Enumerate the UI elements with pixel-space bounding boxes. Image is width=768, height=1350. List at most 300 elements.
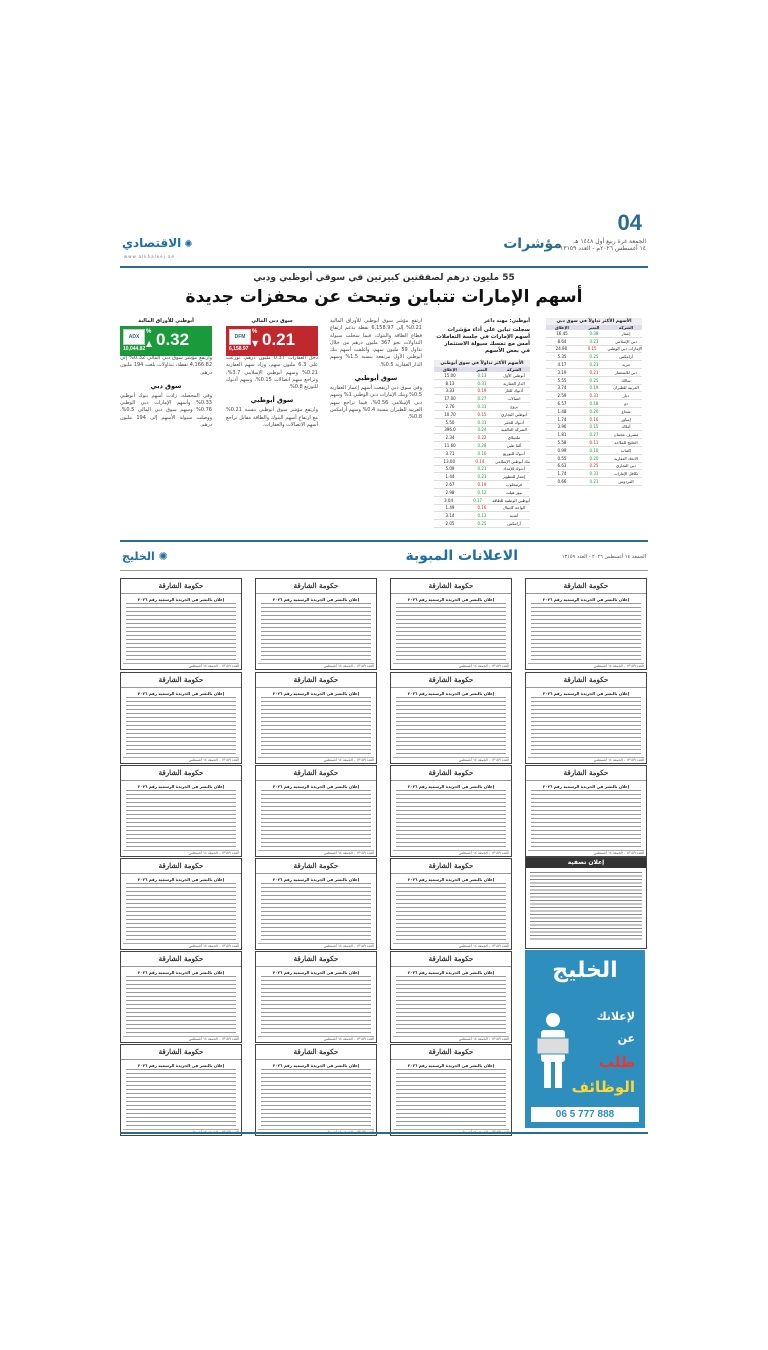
table-row: [546, 455, 642, 463]
column-text: وارتفع مؤشر سوق دبي المالي 0.32% إلى 4,166.82 نقطة، بتداولات بلغت 194 مليون درهم.: [120, 355, 213, 376]
company-cell: شعاع: [621, 408, 631, 414]
promo-line-2: عن: [617, 1032, 635, 1045]
company-cell: أدنوك للحفر: [504, 419, 524, 425]
company-cell: أبوظبي التجاري: [501, 411, 527, 417]
classified-ad: [390, 951, 512, 1043]
price-cell: 2.34: [445, 435, 455, 441]
table-row: [434, 419, 530, 427]
ad-government-header: حكومة الشارقة: [391, 673, 511, 688]
company-cell: أدنوك للتوزيع: [503, 450, 525, 456]
column-header: التغير: [588, 325, 600, 330]
logo-text: الاقتصادي: [122, 236, 182, 250]
ad-title: إعلان بالنشر في الجريدة الرسمية رقم ٢٠٢٦: [137, 970, 225, 975]
ad-footer: العدد ١٣١٥٩ - الجمعة ١٤ أغسطس: [123, 1036, 239, 1041]
ad-title: إعلان بالنشر في الجريدة الرسمية رقم ٢٠٢٦: [272, 691, 360, 696]
company-cell: فرتيجلوب: [505, 482, 523, 488]
ad-government-header: حكومة الشارقة: [391, 766, 511, 781]
classified-ad: [120, 858, 242, 950]
table-row: [546, 346, 642, 354]
article-author-box: [434, 318, 530, 359]
table-row: [546, 361, 642, 369]
change-cell: 0.19: [477, 388, 487, 394]
company-cell: إمباور: [621, 416, 631, 422]
logo-url: www.alkhaleej.ae: [124, 254, 175, 259]
company-cell: إعمار للتطوير: [502, 474, 526, 480]
ad-government-header: حكومة الشارقة: [121, 766, 241, 781]
ad-title: إعلان بالنشر في الجريدة الرسمية رقم ٢٠٢٦: [542, 691, 630, 696]
classified-ad: [255, 1044, 377, 1136]
change-cell: 0.19: [589, 385, 599, 391]
change-cell: 0.27: [589, 432, 599, 438]
price-cell: 3.71: [445, 450, 455, 456]
table-title: الأسهم الأكثر تداولاً في سوق أبوظبي: [434, 360, 530, 367]
index-change: 0.21: [262, 330, 296, 349]
ad-footer: العدد ١٣١٥٩ - الجمعة ١٤ أغسطس: [123, 943, 239, 948]
column-header: الشركة: [506, 367, 522, 372]
banner-divider: [120, 570, 648, 571]
company-cell: أملاك: [621, 424, 631, 430]
date-line: [560, 238, 646, 252]
date-line-2: ١٤ أغسطس ٢٠٢٦م - العدد ١٣١٥٩: [560, 245, 646, 252]
ad-government-header: حكومة الشارقة: [391, 1045, 511, 1060]
price-cell: 4.17: [557, 362, 567, 368]
change-cell: 0.27: [477, 396, 487, 402]
price-cell: 2.67: [445, 482, 455, 488]
percent-symbol: %: [146, 329, 152, 335]
table-row: [546, 463, 642, 471]
change-cell: 0.38: [589, 330, 599, 336]
company-cell: العربية للطيران: [613, 385, 639, 391]
price-cell: 5.50: [445, 419, 455, 425]
price-cell: 3.04: [444, 497, 453, 503]
index-label: أبوظبي للأوراق المالية: [138, 318, 194, 324]
ad-footer: العدد ١٣١٥٩ - الجمعة ١٤ أغسطس: [258, 757, 374, 762]
ad-government-header: حكومة الشارقة: [391, 859, 511, 874]
ad-text-block: [396, 883, 506, 941]
table-row: [546, 392, 642, 400]
table-row: [434, 497, 530, 505]
ad-title: إعلان بالنشر في الجريدة الرسمية رقم ٢٠٢٦: [137, 877, 225, 882]
table-row: [546, 408, 642, 416]
company-cell: أدنوك للغاز: [504, 388, 524, 394]
ad-text-block: [396, 1069, 506, 1127]
ad-government-header: حكومة الشارقة: [256, 579, 376, 594]
table-row: [434, 380, 530, 388]
table-row: [434, 442, 530, 450]
promo-line-3: طلب: [598, 1053, 635, 1071]
ad-title: إعلان بالنشر في الجريدة الرسمية رقم ٢٠٢٦: [272, 877, 360, 882]
table-row: [434, 411, 530, 419]
column-header: الإغلاق: [555, 325, 569, 330]
ad-government-header: حكومة الشارقة: [256, 673, 376, 688]
price-cell: 8.13: [445, 380, 455, 386]
table-row: [546, 353, 642, 361]
change-cell: 0.31: [589, 471, 599, 477]
star-icon: ✺: [184, 239, 193, 250]
ad-footer: العدد ١٣١٥٩ - الجمعة ١٤ أغسطس: [393, 1036, 509, 1041]
classified-ad: [255, 765, 377, 857]
ad-text-block: [261, 603, 371, 661]
table-row: [434, 489, 530, 497]
classified-ad: [255, 672, 377, 764]
footer-divider: [120, 1132, 648, 1134]
company-cell: تبريد: [622, 362, 630, 368]
table-row: [546, 447, 642, 455]
change-cell: 0.25: [589, 463, 599, 469]
table-row: [434, 450, 530, 458]
ad-footer: العدد ١٣١٥٩ - الجمعة ١٤ أغسطس: [393, 850, 509, 855]
company-cell: الواحة كابيتال: [502, 505, 526, 511]
change-cell: 0.15: [477, 411, 487, 417]
price-cell: 3.14: [445, 513, 455, 519]
table-row: [546, 330, 642, 338]
classified-ad: [120, 1044, 242, 1136]
company-cell: مصرف عجمان: [613, 432, 639, 438]
price-cell: 24.90: [555, 346, 568, 352]
classified-ad: [390, 1044, 512, 1136]
price-cell: 1.81: [557, 432, 567, 438]
ad-title: إعلان بالنشر في الجريدة الرسمية رقم ٢٠٢٦: [272, 597, 360, 602]
price-cell: 3.33: [445, 388, 455, 394]
change-cell: 0.21: [589, 369, 599, 375]
company-cell: دو: [624, 401, 628, 407]
company-cell: أدنوك للإمداد: [503, 466, 525, 472]
column-subheading: سوق دبي: [150, 381, 182, 390]
price-cell: 5.58: [557, 440, 567, 446]
change-cell: 0.22: [477, 435, 487, 441]
change-cell: 0.14: [475, 458, 485, 464]
ad-government-header: حكومة الشارقة: [121, 1045, 241, 1060]
classified-ad: [525, 578, 647, 670]
ad-government-header: حكومة الشارقة: [256, 859, 376, 874]
table-row: [434, 434, 530, 442]
notice-title: إعلان تصفية: [526, 858, 646, 868]
promo-brand: الخليج: [552, 958, 618, 983]
classifieds-title: الاعلانات المبوبة: [405, 548, 518, 564]
section-divider: [120, 540, 648, 542]
ad-text-block: [126, 1069, 236, 1127]
price-cell: 1.49: [445, 505, 455, 511]
classified-ad: [390, 858, 512, 950]
ad-footer: العدد ١٣١٥٩ - الجمعة ١٤ أغسطس: [123, 757, 239, 762]
column-header: التغير: [476, 367, 488, 372]
change-cell: 0.19: [477, 482, 487, 488]
ad-government-header: حكومة الشارقة: [391, 579, 511, 594]
ad-text-block: [126, 883, 236, 941]
column-header: الشركة: [618, 325, 634, 330]
ad-government-header: حكومة الشارقة: [121, 952, 241, 967]
change-cell: 0.23: [589, 338, 599, 344]
change-cell: 0.18: [589, 401, 599, 407]
company-cell: دبي التجاري: [616, 463, 636, 469]
column-text: وفي سوق دبي ارتفعت أسهم إعمار العقارية 0.5% وبنك الإمارات دبي الوطني 1% وسهم دبي الإسلامي 0.56%، فيما تراجع سهم العربية للطيران بنسبة 0.4% وسهم أرامكس 0.8%.: [330, 385, 422, 421]
ad-footer: العدد ١٣١٥٩ - الجمعة ١٤ أغسطس: [258, 943, 374, 948]
jobs-promo-ad: [525, 950, 645, 1128]
company-cell: دبي للاستثمار: [614, 369, 638, 375]
ad-government-header: حكومة الشارقة: [526, 766, 646, 781]
table-row: [434, 520, 530, 528]
arrow-up-icon: ▲: [146, 339, 153, 348]
table-row: [546, 439, 642, 447]
company-cell: الدار العقارية: [503, 380, 525, 386]
classifieds-logo: [122, 550, 168, 563]
change-cell: 0.25: [477, 521, 487, 527]
price-cell: 396.0: [444, 427, 456, 433]
table-row: [546, 338, 642, 346]
newspaper-page: [120, 210, 648, 1145]
index-value: 6,158.97: [229, 346, 249, 352]
change-cell: 0.16: [477, 505, 487, 511]
price-cell: 1.74: [557, 471, 567, 477]
ad-title: إعلان بالنشر في الجريدة الرسمية رقم ٢٠٢٦: [407, 691, 495, 696]
column-header: الإغلاق: [443, 367, 457, 372]
company-cell: الفردوس: [618, 479, 634, 485]
table-row: [546, 424, 642, 432]
ad-text-block: [126, 790, 236, 848]
price-cell: 0.66: [557, 479, 567, 485]
author-name: أبوظبي: مهند داغر: [483, 318, 530, 324]
company-cell: سالك: [621, 377, 631, 383]
ad-title: إعلان بالنشر في الجريدة الرسمية رقم ٢٠٢٦: [272, 1063, 360, 1068]
article-column-1: [330, 318, 422, 422]
star-icon: ✺: [158, 550, 168, 563]
ad-text-block: [531, 697, 641, 755]
price-cell: 17.00: [444, 396, 456, 402]
ad-government-header: حكومة الشارقة: [121, 859, 241, 874]
change-cell: 0.20: [589, 408, 599, 414]
ad-title: إعلان بالنشر في الجريدة الرسمية رقم ٢٠٢٦: [407, 597, 495, 602]
ad-government-header: حكومة الشارقة: [526, 673, 646, 688]
price-cell: 8.64: [557, 338, 567, 344]
classified-ad: [120, 951, 242, 1043]
company-cell: أرامكس: [507, 521, 521, 527]
company-cell: اتصالات: [507, 396, 521, 402]
percent-symbol: %: [252, 329, 258, 335]
table-row: [546, 416, 642, 424]
company-cell: الاتحاد العقارية: [613, 455, 639, 461]
reader-figure-icon: [535, 1010, 571, 1090]
change-cell: 0.16: [477, 450, 487, 456]
table-row: [434, 403, 530, 411]
table-row: [434, 458, 530, 466]
ad-footer: العدد ١٣١٥٩ - الجمعة ١٤ أغسطس: [393, 757, 509, 762]
ad-title: إعلان بالنشر في الجريدة الرسمية رقم ٢٠٢٦: [407, 1063, 495, 1068]
ad-footer: العدد ١٣١٥٩ - الجمعة ١٤ أغسطس: [528, 757, 644, 762]
date-line-1: الجمعة غرة ربيع أول ١٤٤٨ هـ: [573, 238, 646, 245]
section-title: مؤشرات: [503, 236, 562, 252]
classified-ad: [120, 765, 242, 857]
table-row: [434, 505, 530, 513]
ad-footer: العدد ١٣١٥٩ - الجمعة ١٤ أغسطس: [258, 663, 374, 668]
classifieds-banner: [120, 548, 648, 568]
notice-text-block: [530, 872, 642, 940]
column-text: دخل العقارات 0.37 مليون درهم، توزعت على 6.3 مليون سهم، وزاد سهم العقارية 0.21% وسهم أبوظبي الإسلامي 3.7%، وتراجع سهم اتصالات 0.15%، وسهم أدنوك للتوزيع 0.8%.: [226, 355, 319, 391]
ad-government-header: حكومة الشارقة: [391, 952, 511, 967]
classifieds-date: الجمعة ١٤ أغسطس ٢٠٢٦ - العدد ١٣١٥٩: [561, 554, 646, 560]
table-header: [546, 325, 642, 330]
ad-title: إعلان بالنشر في الجريدة الرسمية رقم ٢٠٢٦: [137, 1063, 225, 1068]
index-panel: [226, 326, 318, 356]
table-row: [434, 466, 530, 474]
promo-line-1: لإعلانك: [596, 1010, 635, 1023]
ad-text-block: [396, 603, 506, 661]
header-divider: [120, 266, 648, 268]
ad-text-block: [261, 697, 371, 755]
ad-title: إعلان بالنشر في الجريدة الرسمية رقم ٢٠٢٦: [272, 784, 360, 789]
company-cell: أبوظبي الأول: [503, 372, 525, 378]
change-cell: 0.13: [477, 513, 487, 519]
price-cell: 16.45: [556, 330, 568, 336]
ad-title: إعلان بالنشر في الجريدة الرسمية رقم ٢٠٢٦: [407, 784, 495, 789]
ad-footer: العدد ١٣١٥٩ - الجمعة ١٤ أغسطس: [123, 850, 239, 855]
ad-footer: العدد ١٣١٥٩ - الجمعة ١٤ أغسطس: [258, 1036, 374, 1041]
table-row: [546, 369, 642, 377]
ad-footer: العدد ١٣١٥٩ - الجمعة ١٤ أغسطس: [258, 850, 374, 855]
ad-text-block: [126, 976, 236, 1034]
column-subheading: سوق أبوظبي: [250, 396, 294, 405]
ad-title: إعلان بالنشر في الجريدة الرسمية رقم ٢٠٢٦: [542, 784, 630, 789]
ad-text-block: [396, 697, 506, 755]
index-label: سوق دبي المالي: [251, 318, 293, 324]
company-cell: الشركة العالمية: [501, 427, 527, 433]
change-cell: 0.31: [477, 404, 487, 410]
table-row: [434, 372, 530, 380]
company-cell: أرامكس: [619, 354, 633, 360]
company-cell: بنك أبوظبي الإسلامي: [495, 458, 530, 464]
classified-ad: [120, 672, 242, 764]
table-row: [546, 400, 642, 408]
price-cell: 0.55: [557, 455, 567, 461]
change-cell: 0.12: [477, 489, 487, 495]
price-cell: 2.05: [445, 521, 455, 527]
page-header: [120, 210, 648, 265]
table-body: [434, 372, 530, 528]
classified-ad: [255, 951, 377, 1043]
ad-title: إعلان بالنشر في الجريدة الرسمية رقم ٢٠٢٦: [407, 877, 495, 882]
ad-government-header: حكومة الشارقة: [256, 952, 376, 967]
table-row: [434, 388, 530, 396]
ad-text-block: [531, 790, 641, 848]
classified-ad: [255, 858, 377, 950]
article-headline: أسهم الإمارات تتباين وتبحث عن محفزات جديدة: [185, 287, 583, 307]
table-row: [434, 395, 530, 403]
price-cell: 3.96: [557, 424, 567, 430]
price-cell: 5.35: [557, 354, 567, 360]
price-cell: 15.00: [444, 372, 456, 378]
ad-government-header: حكومة الشارقة: [121, 579, 241, 594]
company-cell: ألفا ظبي: [506, 443, 522, 449]
price-cell: 1.44: [445, 474, 455, 480]
company-cell: أبوظبي الوطنية للطاقة: [492, 497, 530, 503]
classified-ad: [390, 672, 512, 764]
column-text: وفي المحصلة، زادت أسهم بنوك أبوظبي 0.33% وأسهم الإمارات دبي الوطني 0.76% وسهم سوق دبي المالي 0.5%، ووصلت سيولة الأسهم إلى 194 مليون درهم.: [120, 392, 213, 429]
price-cell: 3.19: [557, 369, 567, 375]
company-cell: الخليج للملاحة: [614, 440, 638, 446]
index-box-dubai: [226, 318, 318, 356]
change-cell: 0.10: [589, 447, 599, 453]
ad-footer: العدد ١٣١٥٩ - الجمعة ١٤ أغسطس: [528, 663, 644, 668]
ad-government-header: حكومة الشارقة: [256, 1045, 376, 1060]
company-cell: أغذية: [509, 513, 519, 519]
price-cell: 1.48: [557, 408, 567, 414]
adx-logo: ADX: [123, 329, 145, 345]
ad-title: إعلان بالنشر في الجريدة الرسمية رقم ٢٠٢٦: [407, 970, 495, 975]
classified-ad: [120, 578, 242, 670]
price-cell: 3.74: [557, 385, 567, 391]
price-cell: 10.70: [444, 411, 456, 417]
ad-title: إعلان بالنشر في الجريدة الرسمية رقم ٢٠٢٦: [137, 784, 225, 789]
dfm-logo: DFM: [229, 329, 251, 345]
price-cell: 2.59: [557, 393, 567, 399]
company-cell: بيور هيلث: [505, 489, 523, 495]
change-cell: 0.21: [589, 479, 599, 485]
column-text: ارتفع مؤشر سوق أبوظبي للأوراق المالية 0.21% إلى 6,158.97 نقطة بدعم ارتفاع قطاع الطاقة والبنوك، فيما سجلت سيولة التداولات نحو 367 مليون درهم من خلال تداول 59 مليون سهم، وأغلقت أسهم بنك أبوظبي الأول مرتفعة بنسبة 1.5% وسهم الدار العقارية 0.5%.: [330, 318, 422, 368]
change-cell: 0.17: [473, 497, 483, 503]
price-cell: 6.63: [557, 463, 567, 469]
company-cell: بروج: [510, 404, 518, 410]
change-cell: 0.15: [589, 424, 599, 430]
table-title: الأسهم الأكثر تداولاً في سوق دبي: [546, 318, 642, 325]
ad-text-block: [261, 883, 371, 941]
table-row: [434, 512, 530, 520]
table-row: [434, 481, 530, 489]
price-cell: 5.55: [557, 377, 567, 383]
price-cell: 11.60: [444, 443, 456, 449]
table-header: [434, 367, 530, 372]
stocks-table-abudhabi: [434, 360, 530, 528]
article-column-2: [226, 355, 318, 429]
price-cell: 5.09: [445, 466, 455, 472]
ad-text-block: [396, 790, 506, 848]
change-cell: 0.15: [587, 346, 597, 352]
ad-title: إعلان بالنشر في الجريدة الرسمية رقم ٢٠٢٦: [542, 597, 630, 602]
liquidation-notice: [525, 857, 647, 949]
ad-title: إعلان بالنشر في الجريدة الرسمية رقم ٢٠٢٦: [137, 691, 225, 696]
price-cell: 2.76: [445, 404, 455, 410]
ad-text-block: [531, 603, 641, 661]
ad-text-block: [261, 1069, 371, 1127]
ad-text-block: [261, 976, 371, 1034]
table-row: [546, 431, 642, 439]
index-panel: [120, 326, 212, 356]
ad-footer: العدد ١٣١٥٩ - الجمعة ١٤ أغسطس: [393, 663, 509, 668]
change-cell: 0.31: [477, 380, 487, 386]
ad-footer: العدد ١٣١٥٩ - الجمعة ١٤ أغسطس: [528, 850, 644, 855]
company-cell: دبي الإسلامي: [614, 338, 638, 344]
company-cell: إعمار: [621, 330, 631, 336]
ad-title: إعلان بالنشر في الجريدة الرسمية رقم ٢٠٢٦: [137, 597, 225, 602]
arrow-down-icon: ▼: [252, 339, 259, 348]
change-cell: 0.31: [589, 393, 599, 399]
ad-footer: العدد ١٣١٥٩ - الجمعة ١٤ أغسطس: [123, 663, 239, 668]
classified-ad: [255, 578, 377, 670]
ad-government-header: حكومة الشارقة: [256, 766, 376, 781]
page-number: 04: [617, 210, 642, 235]
change-cell: 0.23: [589, 362, 599, 368]
table-row: [434, 427, 530, 435]
change-cell: 0.20: [589, 455, 599, 461]
classified-ad: [525, 672, 647, 764]
change-cell: 0.31: [477, 419, 487, 425]
change-cell: 0.11: [589, 440, 599, 446]
company-cell: اكتتاب: [620, 447, 632, 453]
article-column-3: [120, 355, 212, 429]
article-lead: سجلت تباين على أداء مؤشرات أسهم الإمارات في جلسة التعاملات أمس مع تمسك سيولة الاستثمار في بعض الأسهم: [436, 327, 530, 354]
index-value: 10,044.82: [123, 346, 146, 352]
price-cell: 0.99: [557, 447, 567, 453]
ad-text-block: [261, 790, 371, 848]
company-cell: تكافل الإمارات: [613, 471, 639, 477]
